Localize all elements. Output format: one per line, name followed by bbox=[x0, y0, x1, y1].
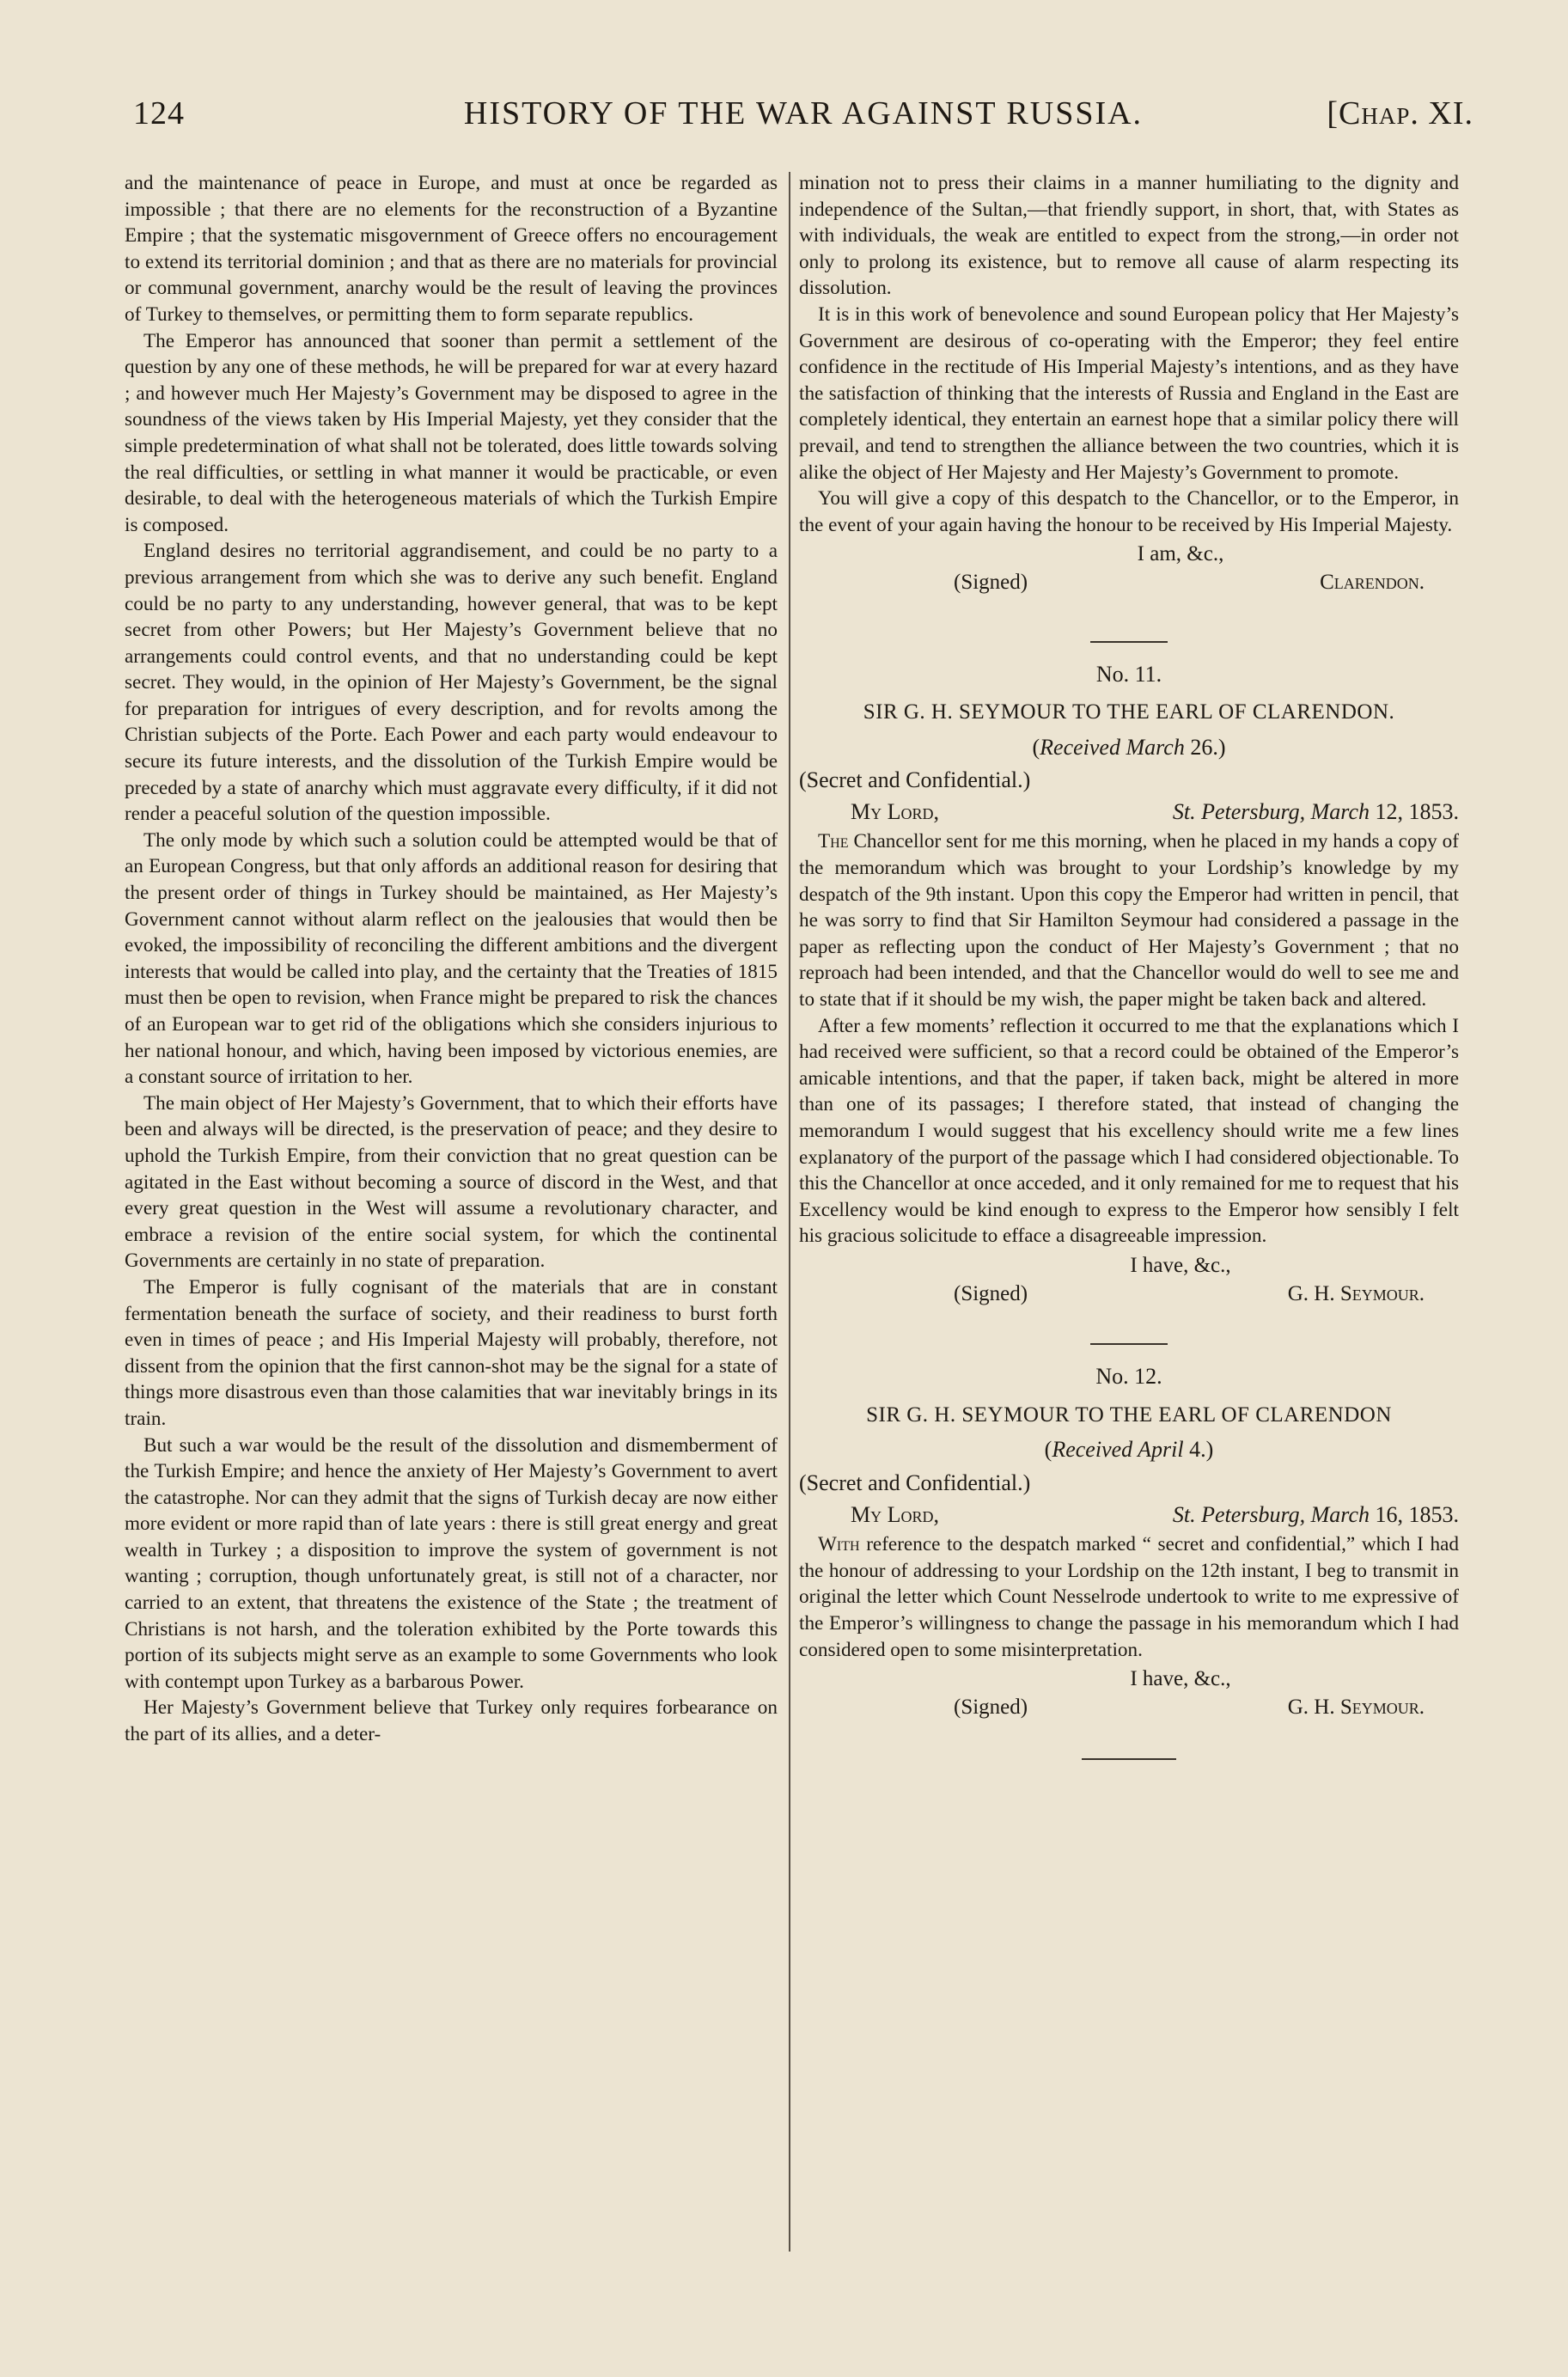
section-separator bbox=[1090, 1343, 1168, 1345]
signatory-name bbox=[1288, 1695, 1425, 1721]
salutation: My Lord, bbox=[851, 1501, 940, 1527]
paragraph: You will give a copy of this despatch to the Chancellor, or to the Emperor, in the event of your again having the honour to be received by His Imperial Majesty. bbox=[799, 487, 1459, 536]
confidential-label: (Secret and Confidential.) bbox=[799, 1470, 1031, 1495]
paragraph bbox=[799, 1531, 1459, 1663]
paragraph: mination not to press their claims in a manner humiliating to the dignity and independence of the Sultan,—that friendly support, in short, that, with States as with individuals, the weak are entitled to expect from the strong,—in order not only to prolong its existence, but to remove all cause of alarm respecting its dissolution. bbox=[799, 172, 1459, 300]
running-title: HISTORY OF THE WAR AGAINST RUSSIA. bbox=[463, 95, 1144, 131]
place-date-italic: St. Petersburg, March bbox=[1172, 798, 1370, 824]
chapter-label: [Chap. XI. bbox=[1327, 95, 1473, 131]
confidential-label: (Secret and Confidential.) bbox=[799, 767, 1031, 793]
received-date bbox=[799, 735, 1459, 761]
dateline bbox=[799, 799, 1459, 826]
paragraph: and the maintenance of peace in Europe, and must at once be regarded as impossible ; that there are no elements for the reconstruction of a Byzantine Empire ; that the systematic misgovernment of Greece offers no encouragement to extend its territorial dominion ; and that as there are no materials for provincial or communal government, anarchy would be the result of leaving the provinces of Turkey to themselves, or permitting them to form separate republics. bbox=[125, 172, 778, 326]
signature-line bbox=[799, 1281, 1459, 1308]
paragraph-text: Chancellor sent for me this morning, when he placed in my hands a copy of the memorandum which was brought to your Lordship’s knowledge by my despatch of the 9th instant. Upon this copy the Emperor had written in pencil, that he was sorry to find that Sir Hamilton Seymour had considered a passage in the paper as reflecting upon the conduct of Her Majesty’s Government ; that no reproach had been intended, and that the Chancellor would do well to see me and to state that if it should be my wish, the paper might be taken back and altered. bbox=[799, 830, 1459, 1011]
signatory-name: Clarendon. bbox=[1320, 570, 1425, 594]
document-heading: SIR G. H. SEYMOUR TO THE EARL OF CLARENDON bbox=[866, 1402, 1392, 1427]
closing-formula: I have, &c., bbox=[1130, 1667, 1231, 1691]
paragraph: England desires no territorial aggrandisement, and could be no party to a previous arrangement from which she was to derive any such benefit. England could be no party to any understanding, however general, that was to be kept secret from other Powers; but Her Majesty’s Government believe that no arrangements could control events, and that no understanding could be kept secret. They would, in the opinion of Her Majesty’s Government, be the signal for preparation for intrigues of every description, and for revolts among the Christian subjects of the Porte. Each Power and each party would endeavour to secure its future interests, and the dissolution of the Turkish Empire would be preceded by a state of anarchy which must aggravate every difficulty, if it did not render a peaceful solution of the question impossible. bbox=[125, 540, 778, 826]
paragraph bbox=[799, 828, 1459, 1012]
place-date-year: 12, 1853. bbox=[1370, 798, 1459, 824]
closing-formula: I am, &c., bbox=[1137, 542, 1224, 566]
document-number: No. 11. bbox=[1095, 661, 1162, 687]
paren: ( bbox=[1044, 1437, 1052, 1463]
signature-line bbox=[799, 1695, 1459, 1721]
left-column bbox=[125, 170, 778, 1748]
signed-label: (Signed) bbox=[954, 570, 1028, 594]
page-number: 124 bbox=[133, 95, 185, 131]
place-date bbox=[1173, 1502, 1459, 1529]
paragraph: The main object of Her Majesty’s Government, that to which their efforts have been and always will be directed, is the preservation of peace; and they desire to uphold the Turkish Empire, from their conviction that no great question can be agitated in the East without becoming a source of discord in the West, and that every great question in the West will assume a revolutionary character, and embrace a revision of the entire social system, for which the continental Governments are certainly in no state of preparation. bbox=[125, 1091, 778, 1273]
right-column bbox=[799, 170, 1459, 1760]
received-label: Received April bbox=[1052, 1437, 1184, 1463]
paragraph: Her Majesty’s Government believe that Turkey only requires forbearance on the part of its allies, and a deter- bbox=[125, 1696, 778, 1746]
name-initials: G. H. bbox=[1287, 1695, 1340, 1719]
paragraph: It is in this work of benevolence and sound European policy that Her Majesty’s Government are desirous of co-operating with the Emperor; they feel entire confidence in the rectitude of His Imperial Majesty’s intentions, and as they have the satisfaction of thinking that the interests of Russia and England in the East are completely identical, they entertain an earnest hope that a similar policy there will prevail, and tend to strengthen the alliance between the two countries, which it is alike the object of Her Majesty and Her Majesty’s Government to promote. bbox=[799, 302, 1459, 484]
first-word: The bbox=[818, 830, 849, 853]
paragraph-text: reference to the despatch marked “ secret and confidential,” which I had the honour of addressing to your Lordship on the 12th instant, I beg to transmit in original the letter which Count Nesselrode undertook to write to me expressive of the Emperor’s willingness to change the passage in his memorandum which I had considered open to some misinterpretation. bbox=[799, 1533, 1459, 1661]
paragraph: After a few moments’ reflection it occurred to me that the explanations which I had received were sufficient, so that a record could be obtained of the Emperor’s amicable intentions, and that the paper, if taken back, might be altered in more than one of its passages; I therefore stated, that instead of changing the memorandum I would suggest that his excellency should write me a few lines explanatory of the purport of the passage which I had considered objectionable. To this the Chancellor at once acceded, and it only remained for me to request that his Excellency would be kind enough to express to the Emperor how sensibly I felt his gracious solicitude to efface a disagreeable impression. bbox=[799, 1014, 1459, 1248]
paragraph: The only mode by which such a solution could be attempted would be that of an European Congress, but that only affords an additional reason for desiring that the present order of things in Turkey should be maintained, as Her Majesty’s Government cannot without alarm reflect on the jealousies that would then be evoked, the impossibility of reconciling the different ambitions and the divergent interests that would be called into play, and the certainty that the Treaties of 1815 must then be open to revision, when France might be prepared to risk the chances of an European war to get rid of the obligations which she considers injurious to her national honour, and which, having been imposed by victorious enemies, are a constant source of irritation to her. bbox=[125, 828, 778, 1089]
running-header bbox=[133, 95, 1473, 137]
signature-line bbox=[799, 570, 1459, 596]
received-day: 26.) bbox=[1184, 734, 1226, 760]
paren: ( bbox=[1032, 734, 1040, 760]
section-separator bbox=[1090, 641, 1168, 643]
paragraph: The Emperor is fully cognisant of the materials that are in constant fermentation beneath the surface of society, and their readiness to burst forth even in times of peace ; and His Imperial Majesty will probably, therefore, not dissent from the opinion that the first cannon-shot may be the signal for a state of things more disastrous even than those calamities that war inevitably brings in its train. bbox=[125, 1275, 778, 1430]
name-surname: Seymour. bbox=[1339, 1695, 1425, 1719]
paragraph: But such a war would be the result of the dissolution and dismemberment of the Turkish Empire; and hence the anxiety of Her Majesty’s Government to avert the catastrophe. Nor can they admit that the signs of Turkish decay are now either more evident or more rapid than of late years : there is still great energy and great wealth in Turkey ; a disposition to improve the system of government is not wanting ; corruption, though unfortunately great, is still not of a character, nor carried to an extent, that threatens the existence of the State ; the treatment of Christians is not harsh, and the toleration exhibited by the Porte towards this portion of its subjects might serve as an example to some Governments who look with contempt upon Turkey as a barbarous Power. bbox=[125, 1433, 778, 1693]
place-date-year: 16, 1853. bbox=[1370, 1501, 1459, 1527]
dateline bbox=[799, 1502, 1459, 1529]
first-word: With bbox=[818, 1533, 860, 1556]
received-date bbox=[799, 1437, 1459, 1463]
paragraph: The Emperor has announced that sooner than permit a settlement of the question by any one of these methods, he will be prepared for war at every hazard ; and however much Her Majesty’s Government may be disposed to agree in the soundness of the views taken by His Imperial Majesty, yet they consider that the simple predetermination of what shall not be tolerated, does little towards solving the real difficulties, or settling in what manner it would be practicable, or even desirable, to deal with the heterogeneous materials of which the Turkish Empire is composed. bbox=[125, 329, 778, 536]
received-label: Received March bbox=[1040, 734, 1185, 760]
document-heading: SIR G. H. SEYMOUR TO THE EARL OF CLARENDON. bbox=[863, 700, 1395, 724]
signatory-name bbox=[1288, 1281, 1425, 1308]
salutation: My Lord, bbox=[851, 798, 940, 824]
signed-label: (Signed) bbox=[954, 1281, 1028, 1305]
document-number: No. 12. bbox=[1095, 1364, 1162, 1390]
name-initials: G. H. bbox=[1287, 1281, 1340, 1305]
closing-formula: I have, &c., bbox=[1130, 1253, 1231, 1277]
column-divider bbox=[789, 172, 790, 2252]
end-rule bbox=[1082, 1758, 1176, 1760]
name-surname: Seymour. bbox=[1339, 1281, 1425, 1305]
place-date-italic: St. Petersburg, March bbox=[1172, 1501, 1370, 1527]
place-date bbox=[1173, 799, 1459, 826]
signed-label: (Signed) bbox=[954, 1695, 1028, 1719]
received-day: 4.) bbox=[1183, 1437, 1214, 1463]
